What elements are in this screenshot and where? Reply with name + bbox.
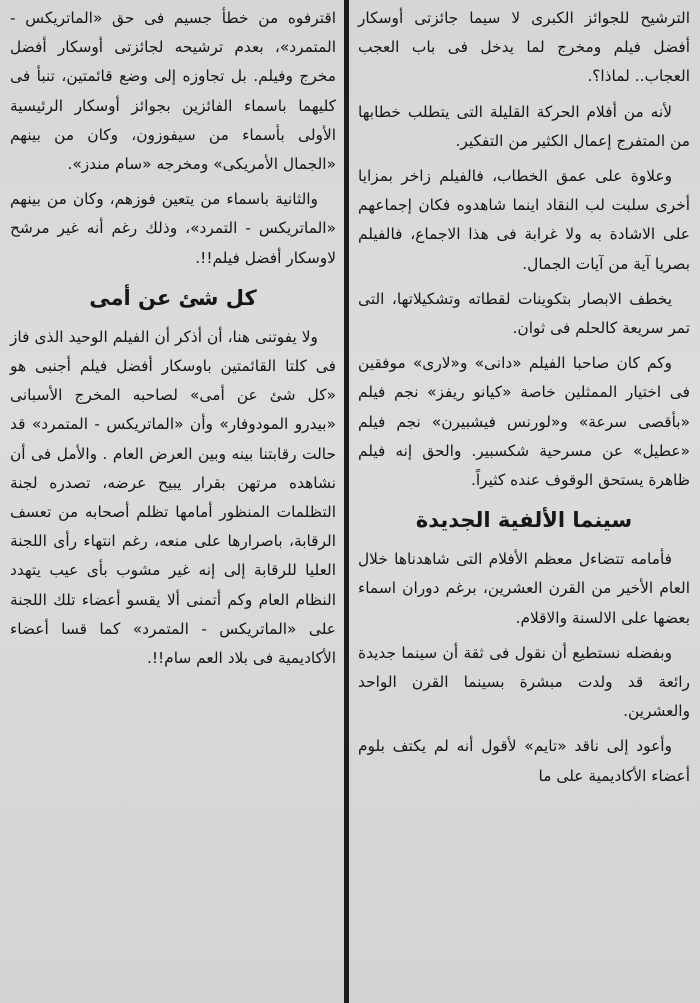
paragraph: ولا يفوتنى هنا، أن أذكر أن الفيلم الوحيد الذى فاز فى كلتا القائمتين باوسكار أفضل فيلم أجنبى هو «كل شئ عن أمى» لصاحبه المخرج الأسبانى «بيدرو المودوفار» وأن «الماتريكس - المتمرد» قد حالت رقابتنا بينه وبين العرض العام . والأمل فى أن نشاهده مرتهن بقرار يبيح عرضه، تصدره لجنة التظلمات المنظور أمامها تظلم أصحابه من تعسف الرقابة، باصرارها على منعه، رغم انتهاء رأى اللجنة العليا للرقابة إلى إنه غير مشوب بأى عيب يتهدد النظام العام وكم أتمنى ألا يقسو أعضاء تلك اللجنة على «الماتريكس - المتمرد» كما قسا أعضاء الأكاديمية فى بلاد العم سام!!.	[10, 327, 336, 668]
paragraph: وأعود إلى ناقد «تايم» لأقول أنه لم يكتف بلوم أعضاء الأكاديمية على ما	[358, 737, 690, 785]
paragraph: وكم كان صاحبا الفيلم «دانى» و«لارى» موفقين فى اختيار الممثلين خاصة «كيانو ريفز» نجم فيلم «بأقصى سرعة» و«لورنس فيشبيرن» نجم فيلم «عطيل» عن مسرحية شكسبير. والحق إنه فيلم ظاهرة يستحق الوقوف عنده كثيراً.	[358, 354, 690, 490]
paragraph: والثانية باسماء من يتعين فوزهم، وكان من بينهم «الماتريكس - التمرد»، وذلك رغم أنه غير مرشح لاوسكار أفضل فيلم!!.	[10, 190, 336, 267]
column-divider	[344, 0, 349, 1003]
section-heading: سينما الألفية الجديدة	[415, 508, 633, 533]
paragraph: فأمامه تتضاءل معظم الأفلام التى شاهدناها خلال العام الأخير من القرن العشرين، برغم دوران اسماء بعضها على الالسنة والاقلام.	[358, 550, 690, 627]
paragraph: يخطف الابصار بتكوينات لقطاته وتشكيلاتها، التى تمر سريعة كالحلم فى ثوان.	[358, 289, 690, 338]
right-column	[350, 0, 700, 1003]
paragraph: وعلاوة على عمق الخطاب، فالفيلم زاخر بمزايا أخرى سلبت لب النقاد اينما شاهدوه فكان إجماعهم على الاشادة به ولا غرابة فى هذا الاجماع، فالفيلم بصريا آية من آيات الجمال.	[358, 167, 690, 273]
paragraph: اقترفوه من خطأ جسيم فى حق «الماتريكس - المتمرد»، بعدم ترشيحه لجائزتى أوسكار أفضل مخرج وفيلم. بل تجاوزه إلى وضع قائمتين، تنبأ فى كليهما باسماء الفائزين بجوائز أوسكار الرئيسية الأولى بأسماء من سيفوزون، وكان من بينهم «الجمال الأمريكى» ومخرجه «سام مندز».	[10, 9, 336, 174]
paragraph: لأنه من أفلام الحركة القليلة التى يتطلب خطابها من المتفرج إعمال الكثير من التفكير.	[358, 102, 690, 150]
paragraph: الترشيح للجوائز الكبرى لا سيما جائزتى أوسكار أفضل فيلم ومخرج لما يدخل فى باب العجب العجاب.. لماذا؟.	[358, 9, 690, 86]
left-column	[0, 0, 344, 1003]
paragraph: وبفضله نستطيع أن نقول فى ثقة أن سينما جديدة رائعة قد ولدت مبشرة بسينما القرن الواحد والعشرين.	[358, 643, 690, 721]
section-heading: كل شئ عن أمى	[89, 285, 257, 310]
